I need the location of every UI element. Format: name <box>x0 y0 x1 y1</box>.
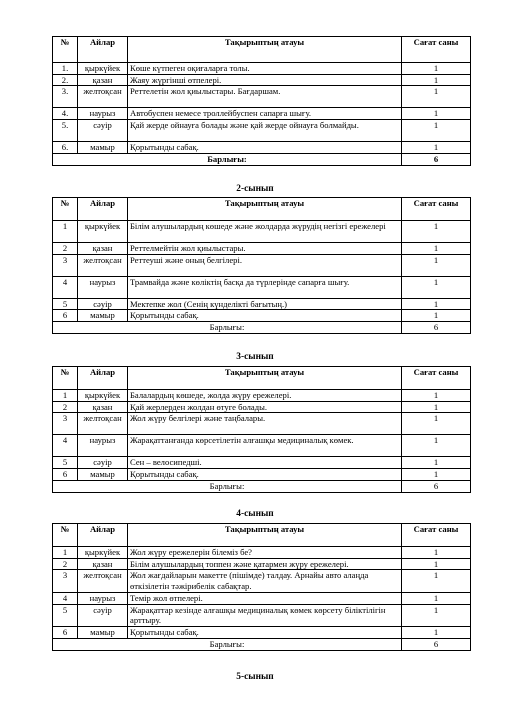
table-row <box>53 276 471 298</box>
row-hours: 1 <box>402 413 471 435</box>
row-num: 4 <box>53 592 78 604</box>
row-hours: 1 <box>402 570 471 592</box>
header-topic: Тақырыптың атауы <box>128 198 402 221</box>
row-hours: 1 <box>402 254 471 276</box>
row-hours: 1 <box>402 142 471 154</box>
table-row <box>53 457 471 469</box>
row-month: сәуір <box>78 120 128 142</box>
total-value: 6 <box>402 322 471 334</box>
row-topic: Білім алушылардың топпен және қатармен жүру ережелері. <box>128 558 402 570</box>
grade-title-2: 2-сынып <box>236 184 274 194</box>
row-topic: Жарақаттанғанда көрсетілетін алғашқы медициналық көмек. <box>128 435 402 457</box>
table-row <box>53 108 471 120</box>
row-topic: Білім алушылардың көшеде және жолдарда жүрудің негізгі ережелері <box>128 221 402 243</box>
row-month: сәуір <box>78 457 128 469</box>
row-num: 3 <box>53 570 78 592</box>
row-num: 3 <box>53 413 78 435</box>
row-num: 6 <box>53 627 78 639</box>
row-month: қазан <box>78 401 128 413</box>
row-num: 6 <box>53 310 78 322</box>
row-hours: 1 <box>402 310 471 322</box>
row-topic: Қорытынды сабақ. <box>128 310 402 322</box>
table-row <box>53 298 471 310</box>
total-label: Барлығы: <box>53 480 402 492</box>
table-row <box>53 254 471 276</box>
curriculum-table-4 <box>52 523 471 651</box>
header-hours: Сағат саны <box>402 367 471 390</box>
row-month: қыркүйек <box>78 63 128 75</box>
row-num: 5. <box>53 120 78 142</box>
table-row <box>53 221 471 243</box>
row-num: 3. <box>53 86 78 108</box>
row-hours: 1 <box>402 558 471 570</box>
row-hours: 1 <box>402 120 471 142</box>
row-hours: 1 <box>402 221 471 243</box>
row-month: наурыз <box>78 435 128 457</box>
table-row <box>53 142 471 154</box>
row-hours: 1 <box>402 604 471 626</box>
table-row <box>53 120 471 142</box>
header-months: Айлар <box>78 37 128 63</box>
header-topic: Тақырыптың атауы <box>128 524 402 547</box>
total-value: 6 <box>402 638 471 650</box>
table-row <box>53 390 471 402</box>
row-hours: 1 <box>402 627 471 639</box>
total-label: Барлығы: <box>53 638 402 650</box>
row-hours: 1 <box>402 63 471 75</box>
row-month: желтоқсан <box>78 570 128 592</box>
row-topic: Трамвайда және көліктің басқа да түрлерінде сапарға шығу. <box>128 276 402 298</box>
total-row <box>53 322 471 334</box>
curriculum-table-3 <box>52 366 471 493</box>
table-row <box>53 74 471 86</box>
row-month: қазан <box>78 74 128 86</box>
row-month: желтоқсан <box>78 254 128 276</box>
row-month: наурыз <box>78 276 128 298</box>
row-topic: Көше күтпеген оқиғаларға толы. <box>128 63 402 75</box>
row-topic: Қай жерде ойнауға болады және қай жерде ойнауға болмайды. <box>128 120 402 142</box>
row-month: желтоқсан <box>78 86 128 108</box>
table-row <box>53 63 471 75</box>
grade-title-5: 5-сынып <box>236 672 274 682</box>
table-row <box>53 547 471 559</box>
header-hours: Сағат саны <box>402 37 471 63</box>
total-value: 6 <box>402 153 471 165</box>
row-topic: Балалардың көшеде, жолда жүру ережелері. <box>128 390 402 402</box>
row-topic: Мектепке жол (Сенің күнделікті бағытың.) <box>128 298 402 310</box>
row-topic: Қорытынды сабақ. <box>128 627 402 639</box>
row-topic: Темір жол өтпелері. <box>128 592 402 604</box>
header-hours: Сағат саны <box>402 524 471 547</box>
row-hours: 1 <box>402 547 471 559</box>
row-month: қазан <box>78 243 128 255</box>
row-topic: Жол жүру белгілері және таңбалары. <box>128 413 402 435</box>
total-row <box>53 480 471 492</box>
row-month: қыркүйек <box>78 547 128 559</box>
row-month: мамыр <box>78 469 128 481</box>
row-hours: 1 <box>402 298 471 310</box>
table-row <box>53 592 471 604</box>
row-hours: 1 <box>402 86 471 108</box>
row-topic: Автобуспен немесе троллейбуспен сапарға шығу. <box>128 108 402 120</box>
row-month: қазан <box>78 558 128 570</box>
table-row <box>53 435 471 457</box>
row-num: 5 <box>53 604 78 626</box>
row-hours: 1 <box>402 390 471 402</box>
row-topic: Қорытынды сабақ. <box>128 469 402 481</box>
total-row <box>53 153 471 165</box>
row-topic: Қорытынды сабақ. <box>128 142 402 154</box>
header-num: № <box>53 37 78 63</box>
total-label: Барлығы: <box>53 153 402 165</box>
table-row <box>53 604 471 626</box>
row-topic: Қай жерлерден жолдан өтуге болады. <box>128 401 402 413</box>
row-num: 1. <box>53 63 78 75</box>
row-month: наурыз <box>78 592 128 604</box>
row-num: 3 <box>53 254 78 276</box>
curriculum-table-1 <box>52 36 471 166</box>
row-month: сәуір <box>78 604 128 626</box>
row-num: 2 <box>53 558 78 570</box>
row-month: мамыр <box>78 310 128 322</box>
header-months: Айлар <box>78 198 128 221</box>
row-num: 5 <box>53 298 78 310</box>
row-topic: Жаяу жүргінші өтпелері. <box>128 74 402 86</box>
row-hours: 1 <box>402 469 471 481</box>
row-hours: 1 <box>402 401 471 413</box>
row-num: 2. <box>53 74 78 86</box>
row-month: сәуір <box>78 298 128 310</box>
row-num: 4. <box>53 108 78 120</box>
row-hours: 1 <box>402 435 471 457</box>
table-row <box>53 558 471 570</box>
row-hours: 1 <box>402 74 471 86</box>
row-topic: Сен – велосипедші. <box>128 457 402 469</box>
header-num: № <box>53 198 78 221</box>
row-month: желтоқсан <box>78 413 128 435</box>
grade-title-3: 3-сынып <box>236 352 274 362</box>
table-row <box>53 570 471 592</box>
row-num: 1 <box>53 547 78 559</box>
row-num: 4 <box>53 276 78 298</box>
row-topic: Жарақаттар кезінде алғашқы медициналық көмек көрсету біліктілігін арттыру. <box>128 604 402 626</box>
total-row <box>53 638 471 650</box>
row-topic: Жол жүру ережелерін білеміз бе? <box>128 547 402 559</box>
row-num: 2 <box>53 243 78 255</box>
header-num: № <box>53 367 78 390</box>
grade-title-4: 4-сынып <box>236 509 274 519</box>
header-months: Айлар <box>78 367 128 390</box>
curriculum-table-2 <box>52 197 471 334</box>
row-num: 6 <box>53 469 78 481</box>
row-hours: 1 <box>402 243 471 255</box>
table-row <box>53 401 471 413</box>
row-topic: Реттеуші және оның белгілері. <box>128 254 402 276</box>
header-hours: Сағат саны <box>402 198 471 221</box>
row-hours: 1 <box>402 592 471 604</box>
row-month: қыркүйек <box>78 390 128 402</box>
total-label: Барлығы: <box>53 322 402 334</box>
table-row <box>53 413 471 435</box>
table-row <box>53 469 471 481</box>
row-month: наурыз <box>78 108 128 120</box>
table-row <box>53 86 471 108</box>
table-row <box>53 243 471 255</box>
row-topic: Жол жағдайларын макетте (пішімде) талдау. Арнайы авто алаңда өткізілетін тәжірибелік сабақтар. <box>128 570 402 592</box>
row-num: 4 <box>53 435 78 457</box>
row-hours: 1 <box>402 108 471 120</box>
row-num: 5 <box>53 457 78 469</box>
header-topic: Тақырыптың атауы <box>128 37 402 63</box>
row-month: мамыр <box>78 627 128 639</box>
header-topic: Тақырыптың атауы <box>128 367 402 390</box>
table-row <box>53 310 471 322</box>
row-num: 2 <box>53 401 78 413</box>
table-row <box>53 627 471 639</box>
header-months: Айлар <box>78 524 128 547</box>
row-num: 1 <box>53 221 78 243</box>
header-num: № <box>53 524 78 547</box>
row-num: 6. <box>53 142 78 154</box>
row-num: 1 <box>53 390 78 402</box>
row-hours: 1 <box>402 457 471 469</box>
row-topic: Реттелмейтін жол қиылыстары. <box>128 243 402 255</box>
row-hours: 1 <box>402 276 471 298</box>
row-month: қыркүйек <box>78 221 128 243</box>
total-value: 6 <box>402 480 471 492</box>
row-topic: Реттелетін жол қиылыстары. Бағдаршам. <box>128 86 402 108</box>
row-month: мамыр <box>78 142 128 154</box>
